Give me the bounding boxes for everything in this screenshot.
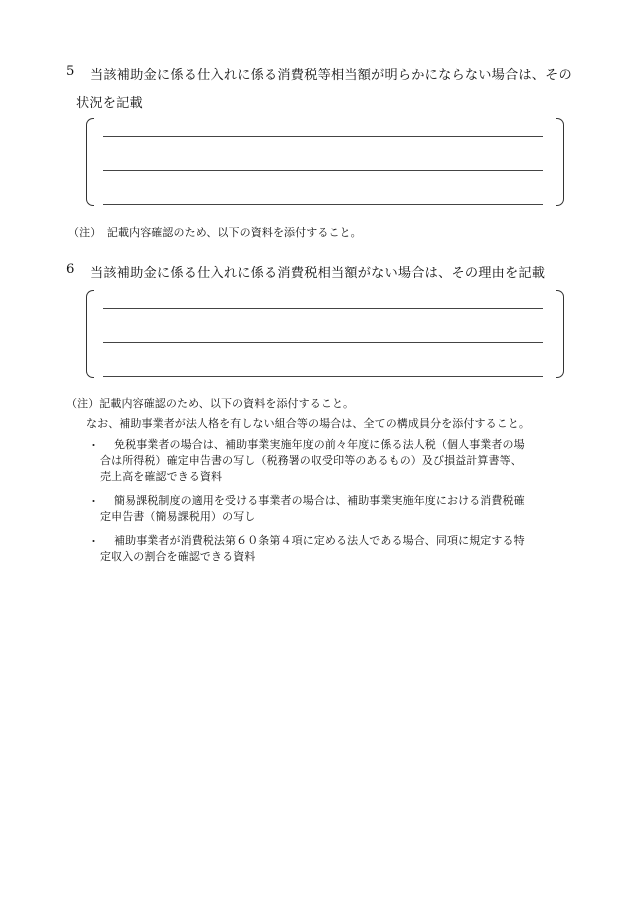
section-5-entry-line-3[interactable] (103, 204, 543, 205)
section-5-number: 5 (66, 64, 75, 79)
bullet-1-line-3: 売上高を確認できる資料 (100, 470, 223, 483)
bullet-3-line-2: 定収入の割合を確認できる資料 (100, 550, 256, 563)
section-5-left-bracket (86, 118, 94, 206)
section-6-left-bracket (86, 290, 94, 378)
section-6-entry-line-1[interactable] (103, 308, 543, 309)
bullet-2-line-1: 簡易課税制度の適用を受ける事業者の場合は、補助事業実施年度における消費税確 (114, 494, 525, 507)
section-5-right-bracket (556, 118, 564, 206)
bullet-1-line-1: 免税事業者の場合は、補助事業実施年度の前々年度に係る法人税（個人事業者の場 (114, 438, 525, 451)
section-5-title-line1: 当該補助金に係る仕入れに係る消費税等相当額が明らかにならない場合は、その (90, 68, 572, 83)
bullet-1-line-2: 合は所得税）確定申告書の写し（税務署の収受印等のあるもの）及び損益計算書等、 (100, 454, 522, 467)
section-6-number: 6 (66, 262, 75, 277)
section-5-note: （注） 記載内容確認のため、以下の資料を添付すること。 (68, 226, 362, 239)
bullet-mark: ・ (88, 439, 99, 452)
section-5-entry-line-2[interactable] (103, 170, 543, 171)
section-6-title: 当該補助金に係る仕入れに係る消費税相当額がない場合は、その理由を記載 (90, 266, 546, 281)
section-5-entry-line-1[interactable] (103, 136, 543, 137)
bullet-3-line-1: 補助事業者が消費税法第６０条第４項に定める法人である場合、同項に規定する特 (114, 534, 525, 547)
section-6-note-sub: なお、補助事業者が法人格を有しない組合等の場合は、全ての構成員分を添付すること。 (86, 417, 530, 430)
section-6-entry-line-3[interactable] (103, 376, 543, 377)
section-5-title-line2: 状況を記載 (76, 96, 143, 111)
section-6-note: （注）記載内容確認のため、以下の資料を添付すること。 (66, 397, 355, 410)
bullet-mark: ・ (88, 495, 99, 508)
bullet-mark: ・ (88, 535, 99, 548)
section-6-entry-line-2[interactable] (103, 342, 543, 343)
section-6-right-bracket (556, 290, 564, 378)
bullet-2-line-2: 定申告書（簡易課税用）の写し (100, 510, 256, 523)
